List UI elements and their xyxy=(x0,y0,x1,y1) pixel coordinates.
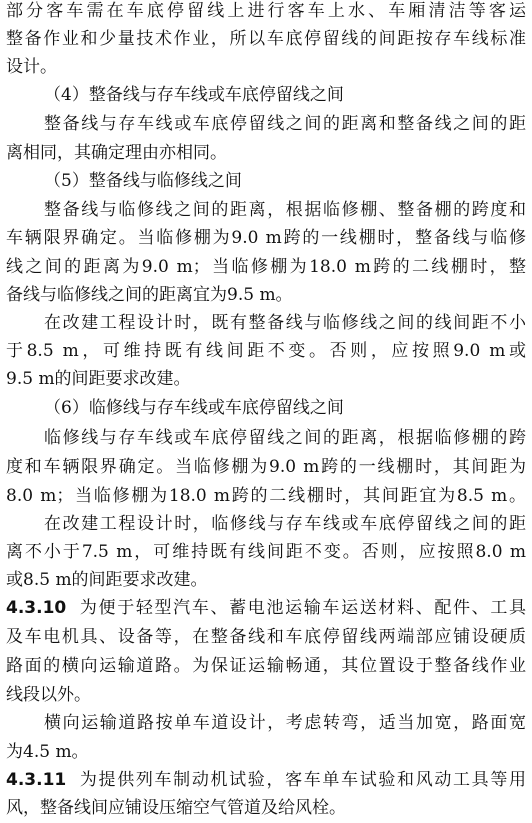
section-heading xyxy=(44,393,526,423)
line-text: 线段以外。 xyxy=(6,685,91,705)
text-line xyxy=(6,565,526,595)
line-text: 部分客车需在车底停留线上进行客车上水、车厢清洁等客运 xyxy=(6,1,526,21)
heading-text: （6）临修线与存车线或车底停留线之间 xyxy=(44,398,344,418)
line-text: 为便于轻型汽车、蓄电池运输车运送材料、配件、工具 xyxy=(78,598,526,618)
line-text: 8.0 m；当临修棚为18.0 m跨的二线棚时，其间距宜为8.5 m。 xyxy=(6,486,526,506)
text-line xyxy=(44,509,526,539)
text-line xyxy=(6,280,526,310)
line-text: 整备线与存车线或车底停留线之间的距离和整备线之间的距 xyxy=(44,114,526,134)
text-line xyxy=(6,537,526,567)
line-text: 在改建工程设计时，临修线与存车线或车底停留线之间的距 xyxy=(44,514,526,534)
line-text: 备线与临修线之间的距离宜为9.5 m。 xyxy=(6,285,293,305)
text-line xyxy=(6,680,526,710)
text-line xyxy=(6,651,526,681)
heading-text: （5）整备线与临修线之间 xyxy=(44,171,242,191)
line-text: 路面的横向运输道路。为保证运输畅通，其位置设于整备线作业 xyxy=(6,656,526,676)
text-line xyxy=(6,336,526,366)
clause-number: 4.3.10 xyxy=(6,598,67,618)
text-line xyxy=(44,423,526,453)
text-line xyxy=(6,252,526,282)
line-text: 线之间的距离为9.0 m；当临修棚为18.0 m跨的二线棚时，整 xyxy=(6,257,526,277)
text-line xyxy=(6,138,526,168)
line-text: 或8.5 m的间距要求改建。 xyxy=(6,570,208,590)
clause-number: 4.3.11 xyxy=(6,770,67,790)
text-line xyxy=(6,793,526,823)
text-line xyxy=(6,52,526,82)
clause-line xyxy=(6,593,526,623)
text-line xyxy=(6,622,526,652)
line-text: 度和车辆限界确定。当临修棚为9.0 m跨的一线棚时，其间距为 xyxy=(6,457,526,477)
line-text: 横向运输道路按单车道设计，考虑转弯，适当加宽，路面宽 xyxy=(44,713,526,733)
text-line xyxy=(6,0,526,26)
line-text: 设计。 xyxy=(6,57,57,77)
clause-line xyxy=(6,765,526,795)
text-line xyxy=(44,195,526,225)
line-text: 为提供列车制动机试验，客车单车试验和风动工具等用 xyxy=(78,770,526,790)
text-line xyxy=(6,24,526,54)
line-text: 风，整备线间应铺设压缩空气管道及给风栓。 xyxy=(6,798,346,818)
line-text: 9.5 m的间距要求改建。 xyxy=(6,369,191,389)
line-text: 为4.5 m。 xyxy=(6,742,89,762)
text-line xyxy=(44,308,526,338)
line-text: 离不小于7.5 m，可维持既有线间距不变。否则，应按照8.0 m xyxy=(6,542,526,562)
text-line xyxy=(6,223,526,253)
line-text: 及车电机具、设备等，在整备线和车底停留线两端部应铺设硬质 xyxy=(6,627,526,647)
text-line xyxy=(6,364,526,394)
text-line xyxy=(6,737,526,767)
line-text: 临修线与存车线或车底停留线之间的距离，根据临修棚的跨 xyxy=(44,428,526,448)
heading-text: （4）整备线与存车线或车底停留线之间 xyxy=(44,85,344,105)
text-line xyxy=(6,452,526,482)
text-line xyxy=(44,109,526,139)
line-text: 整备线与临修线之间的距离，根据临修棚、整备棚的跨度和 xyxy=(44,200,526,220)
line-text: 整备作业和少量技术作业，所以车底停留线的间距按存车线标准 xyxy=(6,29,526,49)
section-heading xyxy=(44,166,526,196)
text-line xyxy=(44,708,526,738)
section-heading xyxy=(44,80,526,110)
line-text: 离相同，其确定理由亦相同。 xyxy=(6,143,227,163)
line-text: 车辆限界确定。当临修棚为9.0 m跨的一线棚时，整备线与临修 xyxy=(6,228,526,248)
line-text: 于8.5 m，可维持既有线间距不变。否则，应按照9.0 m或 xyxy=(6,341,526,361)
text-line xyxy=(6,481,526,511)
line-text: 在改建工程设计时，既有整备线与临修线之间的线间距不小 xyxy=(44,313,526,333)
